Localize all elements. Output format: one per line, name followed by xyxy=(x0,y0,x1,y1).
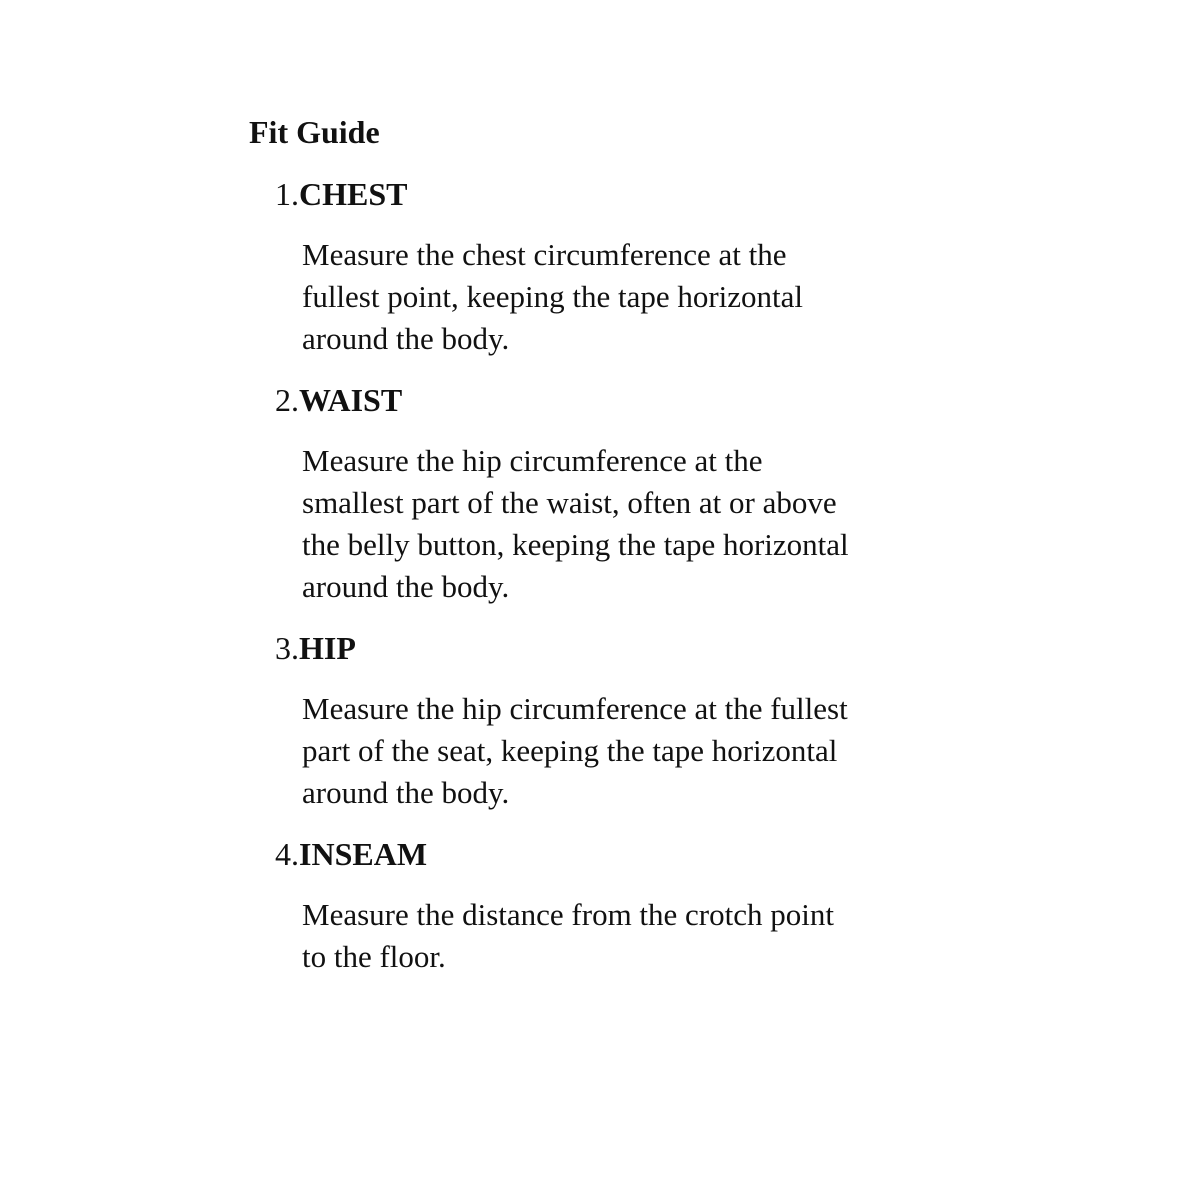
section-name: HIP xyxy=(299,630,356,666)
description-line: Measure the hip circumference at the fullest xyxy=(302,691,848,726)
description-line: Measure the distance from the crotch point xyxy=(302,897,834,932)
section-number: 3. xyxy=(275,630,299,666)
section-inseam xyxy=(249,832,969,978)
section-name: INSEAM xyxy=(299,836,428,872)
section-heading xyxy=(275,832,969,876)
description-line: smallest part of the waist, often at or above xyxy=(302,485,837,520)
description-line: fullest point, keeping the tape horizontal xyxy=(302,279,804,314)
section-description xyxy=(302,688,962,814)
description-line: to the floor. xyxy=(302,939,446,974)
section-number: 1. xyxy=(275,176,299,212)
section-heading xyxy=(275,378,969,422)
section-waist xyxy=(249,378,969,608)
section-hip xyxy=(249,626,969,814)
section-chest xyxy=(249,172,969,360)
description-line: around the body. xyxy=(302,775,510,810)
page-title: Fit Guide xyxy=(249,114,380,150)
section-number: 4. xyxy=(275,836,299,872)
description-line: the belly button, keeping the tape horizontal xyxy=(302,527,849,562)
section-heading xyxy=(275,172,969,216)
fit-guide xyxy=(249,110,969,978)
description-line: around the body. xyxy=(302,321,510,356)
description-line: part of the seat, keeping the tape horizontal xyxy=(302,733,838,768)
section-heading xyxy=(275,626,969,670)
section-name: WAIST xyxy=(299,382,403,418)
description-line: Measure the hip circumference at the xyxy=(302,443,763,478)
section-description xyxy=(302,234,962,360)
description-line: around the body. xyxy=(302,569,510,604)
description-line: Measure the chest circumference at the xyxy=(302,237,787,272)
section-description xyxy=(302,894,962,978)
section-name: CHEST xyxy=(299,176,408,212)
section-description xyxy=(302,440,962,608)
section-number: 2. xyxy=(275,382,299,418)
